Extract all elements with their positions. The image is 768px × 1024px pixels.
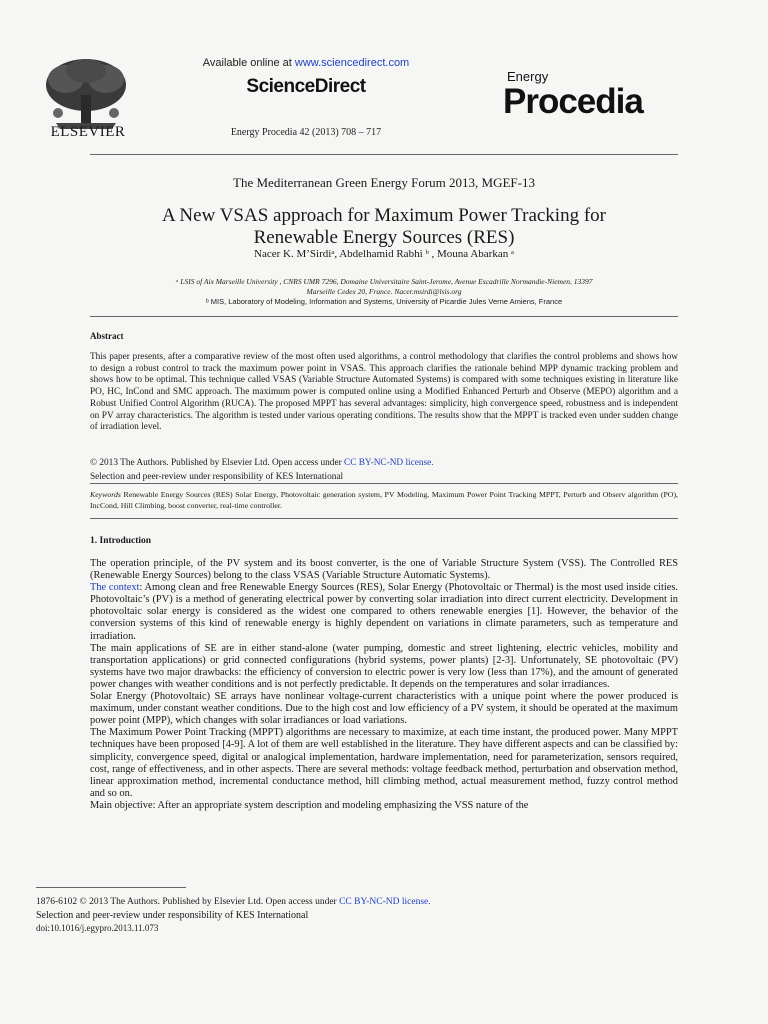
keywords-list: Renewable Energy Sources (RES) Solar Energy, Photovoltaic generation system, PV Modeling, Maximum Power Point Tracking MPPT, Perturb and Observ algorithm (PO), IncCond, Hill Climbing, boost converter, real-time controller. [90, 490, 678, 510]
context-link[interactable]: The context [90, 582, 140, 594]
available-online [200, 57, 412, 69]
paragraph: The operation principle, of the PV system and its boost converter, is the one of Variable Structure System (VSS). The Controlled RES (Renewable Energy Sources) belong to the class VSAS (Variable Structure Automatic Systems). [90, 558, 678, 582]
paragraph-context [90, 582, 678, 642]
issn-copyright: 1876-6102 © 2013 The Authors. Published by Elsevier Ltd. Open access under [36, 897, 340, 907]
copyright-prefix: © 2013 The Authors. Published by Elsevier Ltd. Open access under [90, 458, 344, 468]
conference-name: The Mediterranean Green Energy Forum 2013, MGEF-13 [233, 175, 535, 190]
peer-review-note: Selection and peer-review under responsibility of KES International [90, 472, 344, 482]
license-link[interactable]: CC BY-NC-ND license. [344, 458, 434, 468]
paragraph: Solar Energy (Photovoltaic) SE arrays have nonlinear voltage-current characteristics with a unique point where the power produced is maximum, under constant weather conditions. Due to the high cost and low efficiency of a PV system, it should be operated at the maximum power point (MPP), which changes with solar irradiances or load variations. [90, 691, 678, 727]
publisher-name: ELSEVIER [50, 124, 126, 140]
abstract-text: This paper presents, after a comparative review of the most often used algorithms, a control methodology that clarifies the control problems and shows how to design a robust control to track the maximum power point in VSAS. This approach clarifies the rationale behind MPP dynamic tracking problem and shows how to be optimal. This technique called VSAS (Variable Structure Automated Systems) is compared with some techniques existing in literature like PO, HC, InCond and SMC approach. The maximum power is computed online using a Modified Enhanced Perturb and Observe (MEPO) algorithm and a Robust Unified Control Algorithm (RUCA). The proposed MPPT has several advantages: simplicity, high convergence speed, robustness and is independent on PV array characteristics. The algorithm is tested under various operating conditions. The results show that the MPPT is tracked even under sudden change of irradiation level. [90, 352, 678, 433]
abstract-copyright [90, 456, 678, 484]
paragraph: The main applications of SE are in either stand-alone (water pumping, domestic and street lightening, electric vehicles, mobility and transportation applications) or grid connected configurations (hybrid systems, power plants) [2-3]. Unfortunately, SE photovoltaic (PV) systems have two major drawbacks: the efficiency of conversion to electric power is very low (less than 17%), and the amount of generated power changes with weather conditions and is not perfectly predictable. It depends on the temperatures and solar irradiances. [90, 642, 678, 690]
abstract-heading: Abstract [90, 331, 124, 341]
keywords [90, 489, 678, 511]
section-heading-introduction: 1. Introduction [90, 536, 152, 546]
page-footer [36, 896, 676, 935]
available-prefix: Available online at [202, 57, 295, 69]
footer-peer-review: Selection and peer-review under responsibility of KES International [36, 910, 309, 921]
title-line-2: Renewable Energy Sources (RES) [253, 227, 515, 248]
keywords-rule [90, 483, 678, 484]
journal-brand-bottom: Procedia [503, 82, 643, 121]
paper-title [90, 205, 678, 249]
paragraph: Main objective: After an appropriate system description and modeling emphasizing the VSS nature of the [90, 799, 529, 811]
doi[interactable]: doi:10.1016/j.egypro.2013.11.073 [36, 923, 159, 933]
paper-authors: Nacer K. M’Sirdiᵃ, Abdelhamid Rabhi ᵇ , Mouna Abarkan ᵃ [254, 248, 514, 260]
abstract-top-rule [90, 316, 678, 317]
title-line-1: A New VSAS approach for Maximum Power Tracking for [162, 205, 606, 226]
affiliation-a-line-1: ᵃ LSIS of Aix Marseille University , CNRS UMR 7296, Domaine Universitaire Saint-Jerome, Avenue Escadrille Normandie-Niemen, 13397 [175, 277, 593, 286]
header-rule [90, 154, 678, 155]
keywords-label: Keywords [90, 490, 121, 499]
paragraph: The Maximum Power Point Tracking (MPPT) algorithms are necessary to maximize, at each time instant, the produced power. Many MPPT techniques have been proposed [4-9]. A lot of them are well established in the literature. They have different aspects and can be classified by: simplicity, convergence speed, digital or analogical implementation, hardware implementation, need for parameterization, sensors required, cost, range of effectiveness, and in other aspects. There are several methods: voltage feedback method, perturbation and observation method, linear approximation method, incremental conductance method, hill climbing method, actual measurement method, fuzzy control method and so on. [90, 727, 678, 799]
footer-license-link[interactable]: CC BY-NC-ND license. [339, 897, 431, 907]
keywords-bottom-rule [90, 518, 678, 519]
affiliation-a-line-2: Marseille Cedex 20, France. Nacer.msirdi@lsis.org [306, 287, 462, 296]
sciencedirect-link[interactable]: www.sciencedirect.com [294, 57, 410, 69]
elsevier-tree-logo-icon [36, 55, 136, 135]
footnote-rule [36, 887, 186, 888]
journal-brand-top: Energy [507, 69, 549, 84]
journal-citation: Energy Procedia 42 (2013) 708 – 717 [230, 127, 382, 138]
sciencedirect-logo: ScienceDirect [246, 76, 366, 97]
introduction-body [90, 558, 678, 812]
paragraph-text: : Among clean and free Renewable Energy Sources (RES), Solar Energy (Photovoltaic or Thermal) is the most used inside cities. Photovoltaic’s (PV) is a method of generating electrical power by converting solar irradiation into direct current electricity. Development in photovoltaic solar energy is considered as the widest one compared to others renewable energies [1]. However, the behavior of the conversion systems of this kind of renewable energy is highly dependent on variations in climate parameters, such as temperature and irradiation. [90, 582, 678, 642]
affiliation-b: ᵇ MIS, Laboratory of Modeling, Information and Systems, University of Picardie Jules Verne Amiens, France [205, 297, 563, 306]
affiliations [90, 277, 678, 307]
